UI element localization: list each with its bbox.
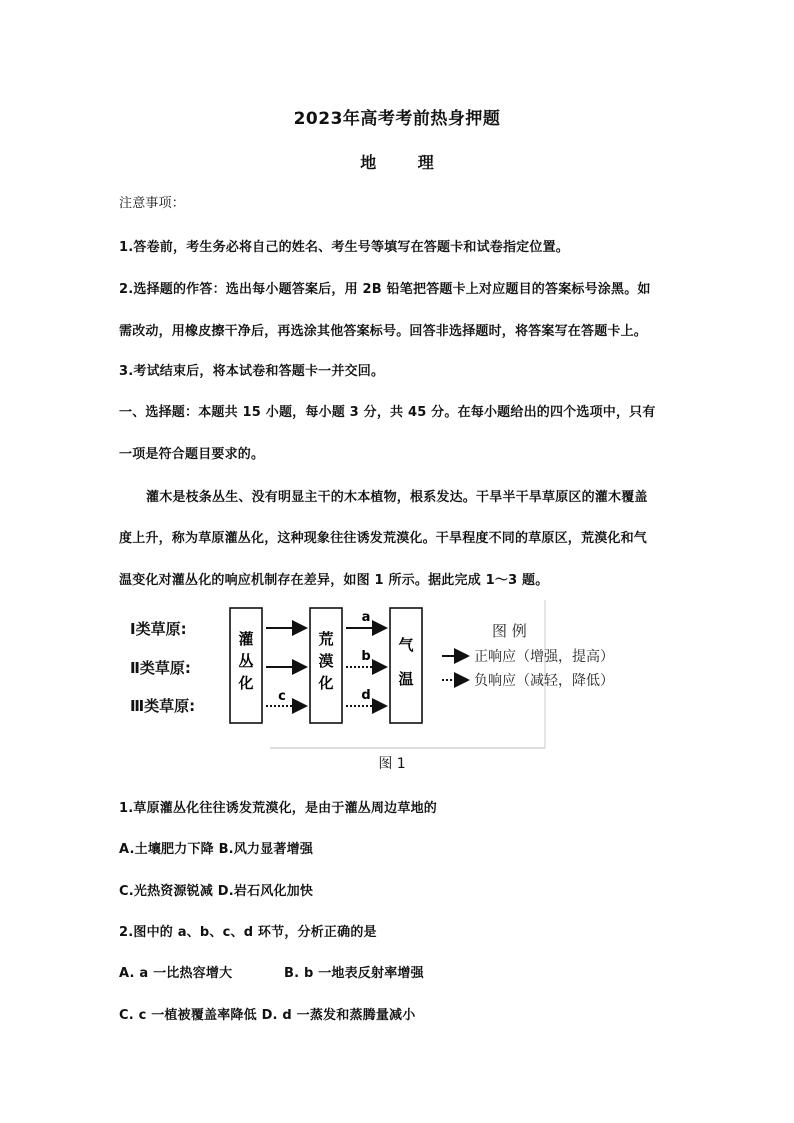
exam-subject: 地 理 [360, 153, 452, 172]
notice-item-2-line-2: 需改动，用橡皮擦干净后，再选涂其他答案标号。回答非选择题时，将答案写在答题卡上。 [119, 324, 648, 339]
box1-char-1: 灌 [238, 630, 254, 648]
exam-title: 2023年高考考前热身押题 [293, 109, 501, 129]
box1-char-2: 丛 [238, 652, 254, 670]
arrow-label-b: b [361, 649, 371, 664]
row-label-3: Ⅲ类草原: [130, 697, 196, 715]
section-instruction-line-1: 一、选择题：本题共 15 小题，每小题 3 分，共 45 分。在每小题给出的四个选项中，只有 [119, 405, 656, 420]
passage-line-1: 灌木是枝条丛生、没有明显主干的木本植物，根系发达。干旱半干旱草原区的灌木覆盖 [146, 490, 648, 505]
passage-line-3: 温变化对灌丛化的响应机制存在差异，如图 1 所示。据此完成 1～3 题。 [119, 573, 549, 588]
passage-line-2: 度上升，称为草原灌丛化，这种现象往往诱发荒漠化。干旱程度不同的草原区，荒漠化和气 [119, 531, 648, 546]
box1-char-3: 化 [238, 674, 254, 692]
legend-title: 图 例 [492, 622, 527, 640]
box3-char-2: 温 [398, 670, 414, 688]
box2-char-2: 漠 [318, 652, 334, 670]
notice-item-1: 1.答卷前，考生务必将自己的姓名、考生号等填写在答题卡和试卷指定位置。 [119, 240, 569, 255]
question-1-stem: 1.草原灌丛化往往诱发荒漠化，是由于灌丛周边草地的 [119, 801, 437, 816]
question-2-stem: 2.图中的 a、b、c、d 环节，分析正确的是 [119, 925, 377, 940]
arrow-label-a: a [361, 610, 371, 625]
question-2-options-cd: C. c 一植被覆盖率降低 D. d 一蒸发和蒸腾量减小 [119, 1008, 416, 1023]
legend-negative-label: 负响应（减轻，降低） [474, 673, 614, 689]
arrow-label-d: d [361, 688, 371, 703]
notice-item-3: 3.考试结束后，将本试卷和答题卡一并交回。 [119, 364, 385, 379]
section-instruction-line-2: 一项是符合题目要求的。 [119, 447, 265, 462]
notice-item-2-line-1: 2.选择题的作答：选出每小题答案后，用 2B 铅笔把答题卡上对应题目的答案标号涂黑。如 [119, 282, 651, 297]
figure-caption [0, 753, 794, 773]
row-label-2: Ⅱ类草原: [130, 659, 191, 677]
question-2-option-a: A. a 一比热容增大 [119, 966, 233, 981]
notice-heading: 注意事项： [119, 196, 186, 211]
arrow-label-c: c [278, 689, 286, 704]
box-temperature [390, 608, 422, 723]
legend-positive-label: 正响应（增强，提高） [474, 649, 614, 665]
figure-caption-text: 图 1 [378, 756, 406, 772]
row-label-1: Ⅰ类草原: [130, 620, 187, 638]
box3-char-1: 气 [398, 636, 414, 654]
figure-1-diagram [130, 600, 660, 755]
question-1-options-cd: C.光热资源锐减 D.岩石风化加快 [119, 884, 314, 899]
box2-char-3: 化 [318, 674, 334, 692]
question-2-option-b: B. b 一地表反射率增强 [284, 966, 424, 981]
question-1-options-ab: A.土壤肥力下降 B.风力显著增强 [119, 842, 314, 857]
box2-char-1: 荒 [318, 630, 334, 648]
